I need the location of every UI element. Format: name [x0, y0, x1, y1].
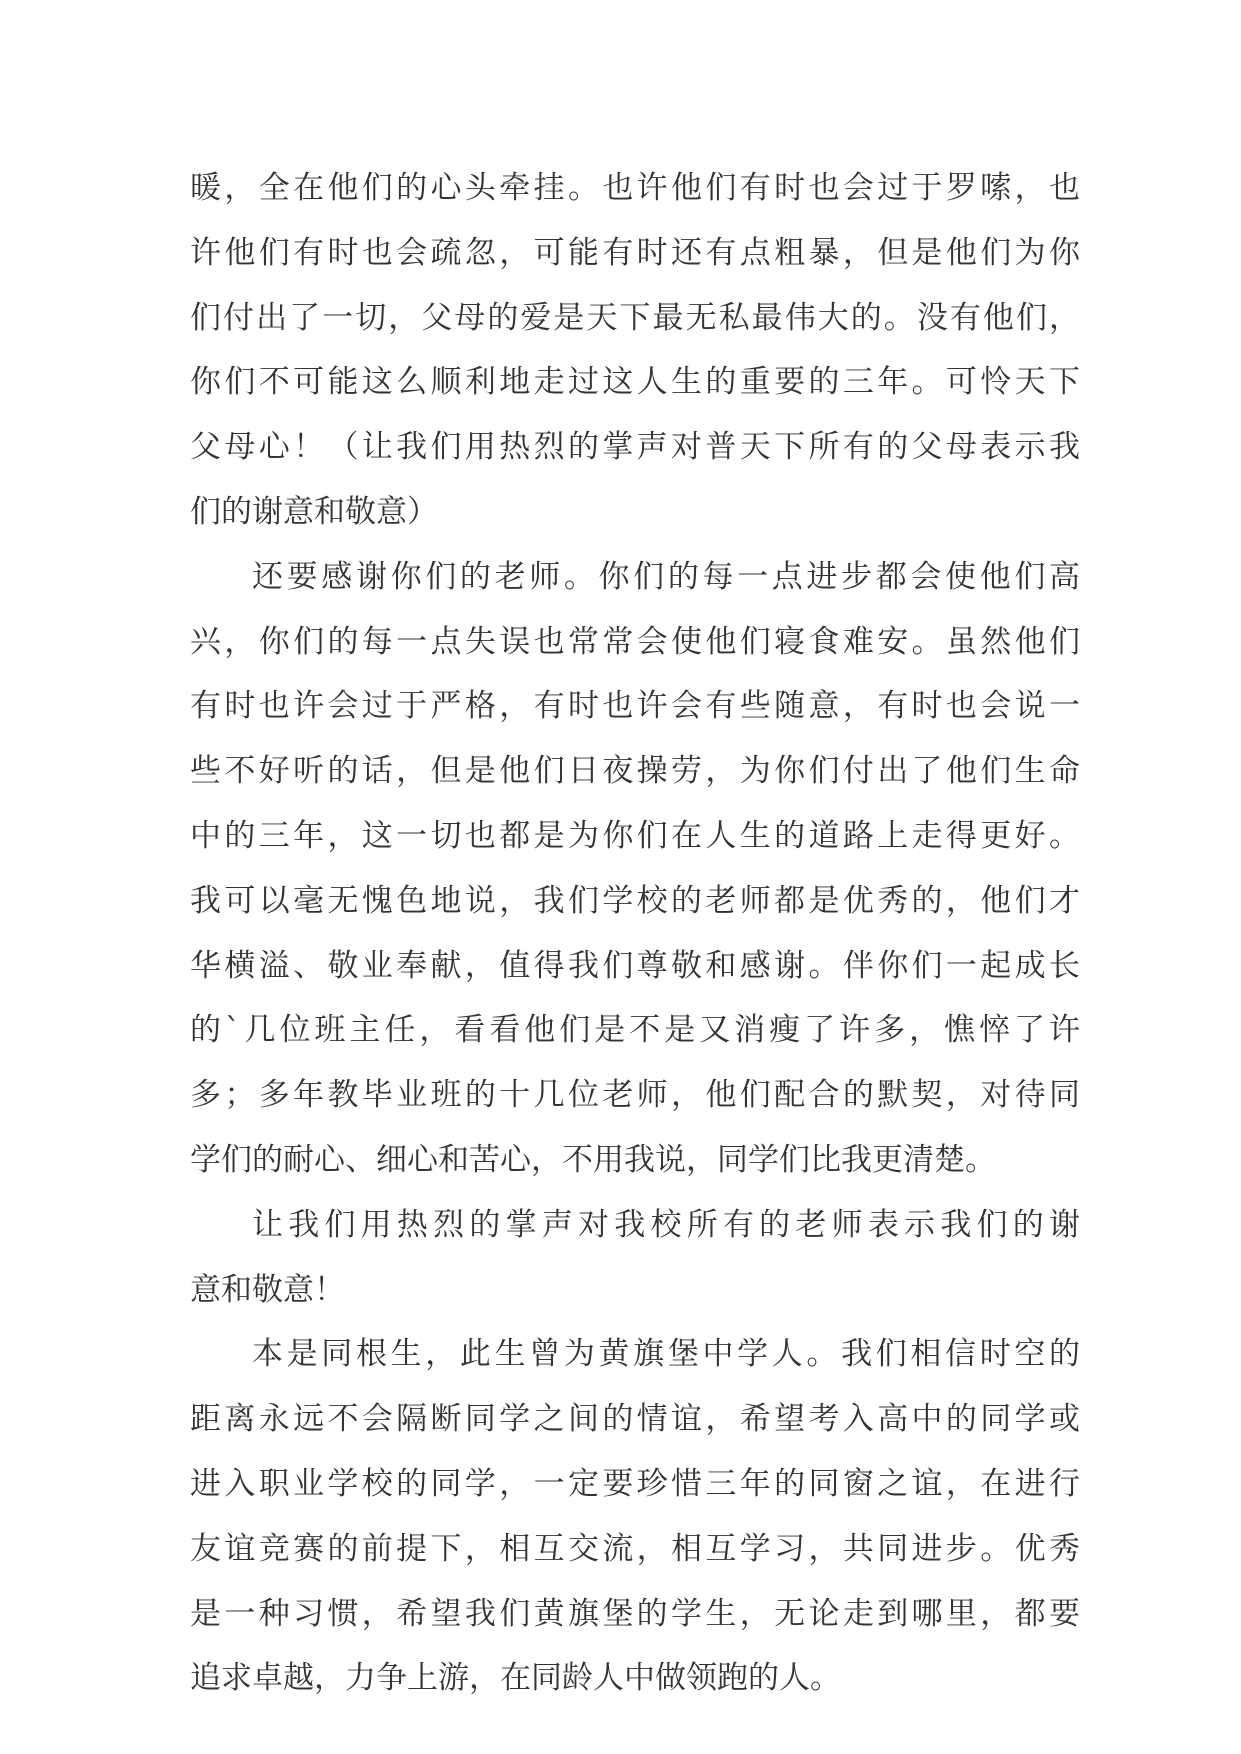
text-line: 我可以毫无愧色地说，我们学校的老师都是优秀的，他们才: [190, 882, 1080, 919]
text-line: 距离永远不会隔断同学之间的情谊，希望考入高中的同学或: [190, 1401, 1080, 1438]
text-line: 兴，你们的每一点失误也常常会使他们寝食难安。虽然他们: [190, 623, 1080, 660]
text-line: 友谊竞赛的前提下，相互交流，相互学习，共同进步。优秀: [190, 1530, 1080, 1567]
text-line: 让我们用热烈的掌声对我校所有的老师表示我们的谢: [252, 1206, 1080, 1243]
text-line: 华横溢、敬业奉献，值得我们尊敬和感谢。伴你们一起成长: [190, 947, 1080, 984]
text-line: 们付出了一切，父母的爱是天下最无私最伟大的。没有他们，: [190, 299, 1080, 336]
text-line: 还要感谢你们的老师。你们的每一点进步都会使他们高: [252, 558, 1080, 595]
text-line: 们的谢意和敬意）: [190, 493, 438, 530]
text-line: 中的三年，这一切也都是为你们在人生的道路上走得更好。: [190, 817, 1080, 854]
text-line: 多；多年教毕业班的十几位老师，他们配合的默契，对待同: [190, 1077, 1080, 1114]
text-line: 你们不可能这么顺利地走过这人生的重要的三年。可怜天下: [190, 364, 1080, 401]
text-line: 是一种习惯，希望我们黄旗堡的学生，无论走到哪里，都要: [190, 1595, 1080, 1632]
body-text: [190, 156, 1080, 1711]
text-line: 进入职业学校的同学，一定要珍惜三年的同窗之谊，在进行: [190, 1465, 1080, 1502]
paragraph-applause: [190, 1193, 1080, 1323]
paragraph-teachers: [190, 545, 1080, 1193]
text-line: 意和敬意！: [190, 1271, 345, 1308]
paragraph-parents: [190, 156, 1080, 545]
text-line: 许他们有时也会疏忽，可能有时还有点粗暴，但是他们为你: [190, 234, 1080, 271]
text-line: 学们的耐心、细心和苦心，不用我说，同学们比我更清楚。: [190, 1141, 996, 1178]
text-line: 父母心！（让我们用热烈的掌声对普天下所有的父母表示我: [190, 429, 1080, 466]
text-line: 有时也许会过于严格，有时也许会有些随意，有时也会说一: [190, 688, 1080, 725]
text-line: 暖，全在他们的心头牵挂。也许他们有时也会过于罗嗦，也: [190, 170, 1080, 206]
text-line: 些不好听的话，但是他们日夜操劳，为你们付出了他们生命: [190, 753, 1080, 790]
paragraph-classmates: [190, 1322, 1080, 1711]
text-line: 追求卓越，力争上游，在同龄人中做领跑的人。: [190, 1660, 841, 1697]
text-line: 本是同根生，此生曾为黄旗堡中学人。我们相信时空的: [252, 1336, 1080, 1373]
text-line: 的`几位班主任，看看他们是不是又消瘦了许多，憔悴了许: [190, 1012, 1080, 1049]
